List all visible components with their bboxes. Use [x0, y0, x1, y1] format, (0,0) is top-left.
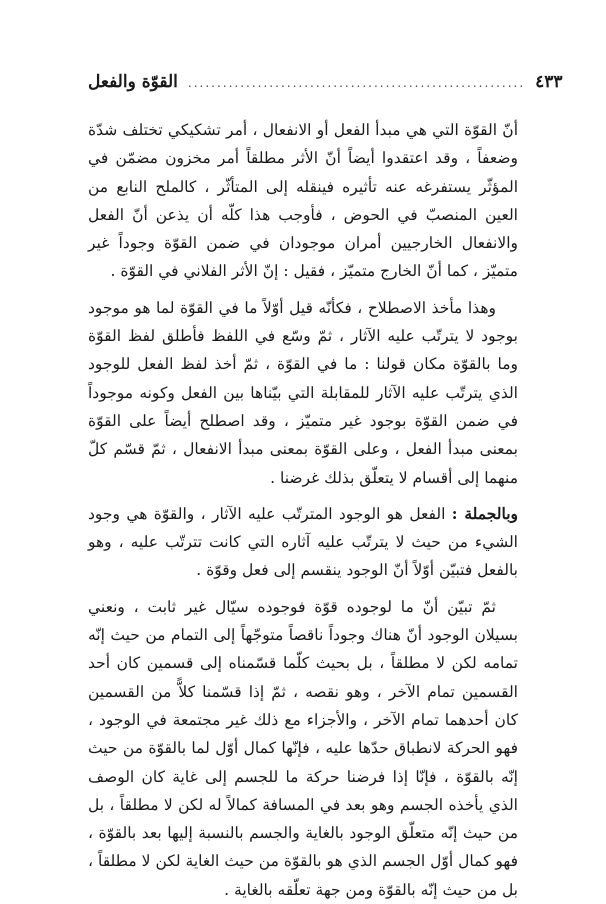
running-header	[88, 72, 563, 102]
paragraph-3-text: الفعل هو الوجود المترتّب عليه الآثار ، والقوّة هي وجود الشيء من حيث لا يترتّب عليه آثاره التي كانت تترتّب عليه ، وهو بالفعل فتبيّن أوّلاً أنّ الوجود ينقسم إلى فعل وقوّة .	[88, 504, 518, 580]
paragraph-2	[88, 294, 518, 492]
paragraph-4	[88, 593, 518, 904]
leader-dots: ..........................................................	[187, 76, 526, 90]
paragraph-1-text: أنّ القوّة التي هي مبدأ الفعل أو الانفعال ، أمر تشكيكي تختلف شدّة وضعفاً ، وقد اعتقدوا أيضاً أنّ الأثر مطلقاً أمر مخزون مضمّن في المؤثّر يستفرغه عنه تأثيره فينقله إلى المتأثّر ، كالملح النابع من العين المنصبّ في الحوض ، فأوجب هذا كلّه أن يذعن أنّ الفعل والانفعال الخارجيين أمران موجودان في ضمن القوّة وجوداً غير متميّز ، كما أنّ الخارج متميّز ، فقيل : إنّ الأثر الفلاني في القوّة .	[88, 121, 518, 281]
paragraph-4-text: ثمّ تبيّن أنّ ما لوجوده قوّة فوجوده سيّال غير ثابت ، ونعني بسيلان الوجود أنّ هناك وجوداً ناقصاً متوجّهاً إلى التمام من حيث إنّه تمامه لكن لا مطلقاً ، بل بحيث كلّما قسّمناه إلى قسمين كان أحد القسمين تمام الآخر ، وهو نقصه ، ثمّ إذا قسّمنا كلاًّ من القسمين كان أحدهما تمام الآخر ، والأجزاء مع ذلك غير مجتمعة في الوجود ، فهو الحركة لانطباق حدّها عليه ، فإنّها كمال أوّل لما بالقوّة من حيث إنّه بالقوّة ، فإنّا إذا فرضنا حركة ما للجسم إلى غاية كان الوصف الذي يأخذه الجسم وهو بعد في المسافة كمالاً له لكن لا مطلقاً ، بل من حيث إنّه متعلّق الوجود بالغاية والجسم بالنسبة إليها بعد بالقوّة ، فهو كمال أوّل الجسم الذي هو بالقوّة من حيث الغاية لكن لا مطلقاً ، بل من حيث إنّه بالقوّة ومن جهة تعلّقه بالغاية .	[88, 597, 518, 899]
paragraph-1	[88, 116, 518, 286]
page-body	[88, 116, 518, 904]
chapter-title: القوّة والفعل	[88, 72, 178, 92]
paragraph-3-lead: وبالجملة :	[451, 503, 518, 523]
paragraph-2-text: وهذا مأخذ الاصطلاح ، فكأنّه قيل أوّلاً ما في القوّة لما هو موجود بوجود لا يترتّب عليه الآثار ، ثمّ وسّع في اللفظ فأطلق لفظ القوّة وما بالقوّة مكان قولنا : ما في القوّة ، ثمّ أخذ لفظ الفعل للوجود الذي يترتّب عليه الآثار للمقابلة التي بيّناها بين الفعل وكونه موجوداً في ضمن القوّة بوجود غير متميّز ، وقد اصطلح أيضاً على القوّة بمعنى مبدأ الفعل ، وعلى القوّة بمعنى مبدأ الانفعال ، ثمّ قسّم كلّ منهما إلى أقسام لا يتعلّق بذلك غرضنا .	[88, 298, 518, 487]
paragraph-3	[88, 500, 518, 585]
page-number: ٤٣٣	[535, 72, 563, 92]
